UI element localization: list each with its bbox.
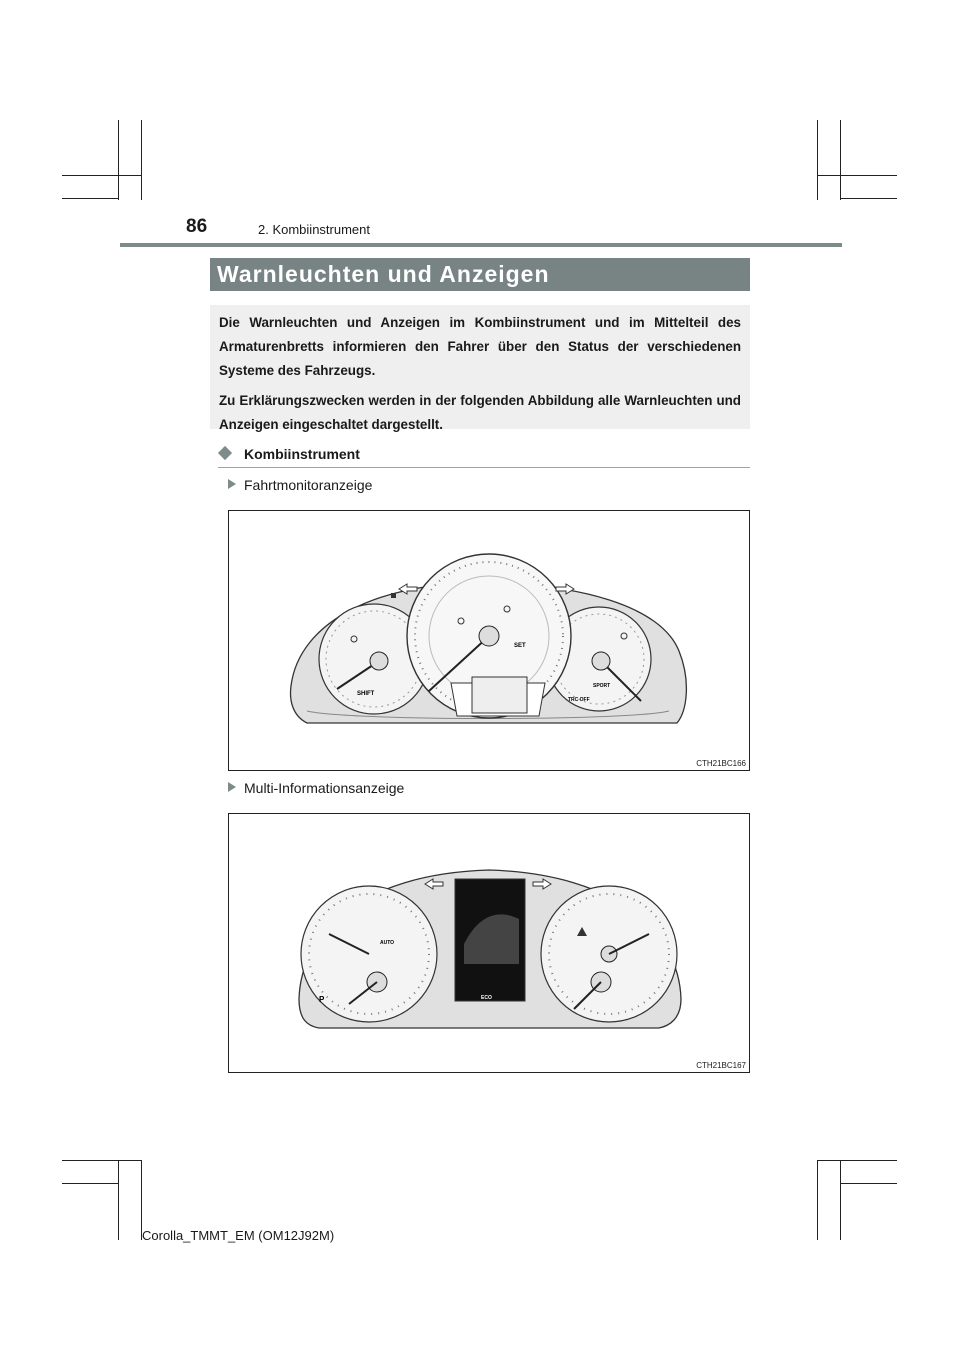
- eco-label: ECO: [481, 995, 492, 1001]
- diamond-icon: [218, 446, 232, 460]
- crop-mark: [141, 120, 142, 200]
- subsection-2: [228, 780, 404, 796]
- intro-box: [210, 305, 750, 432]
- figure-code: CTH21BC167: [696, 1061, 746, 1070]
- crop-mark: [118, 1160, 119, 1240]
- crop-mark: [840, 120, 841, 200]
- crop-mark: [840, 1160, 841, 1240]
- crop-mark: [62, 198, 118, 199]
- crop-mark: [840, 1183, 897, 1184]
- p-label: P: [319, 995, 325, 1004]
- section-label: Kombiinstrument: [244, 446, 360, 462]
- crop-mark: [118, 120, 119, 200]
- crop-mark: [817, 120, 818, 200]
- triangle-arrow-icon: [228, 782, 236, 792]
- page-title: Warnleuchten und Anzeigen: [210, 258, 750, 291]
- figure-cluster-multi-info: [228, 813, 750, 1073]
- crop-mark: [62, 1183, 118, 1184]
- chapter-title: 2. Kombiinstrument: [258, 222, 370, 237]
- crop-mark: [62, 1160, 142, 1161]
- shift-label: SHIFT: [357, 691, 375, 697]
- intro-paragraph-1: Die Warnleuchten und Anzeigen im Kombiinstrument und im Mittelteil des Armaturenbretts informieren den Fahrer über den Status der verschiedenen Systeme des Fahrzeugs.: [219, 315, 741, 378]
- page-number: 86: [186, 216, 208, 237]
- crop-mark: [817, 175, 897, 176]
- triangle-arrow-icon: [228, 479, 236, 489]
- trc-off-label: TRC OFF: [568, 697, 590, 703]
- crop-mark: [817, 1160, 818, 1240]
- auto-label: AUTO: [380, 940, 395, 946]
- crop-mark: [840, 198, 897, 199]
- intro-paragraph-2: Zu Erklärungszwecken werden in der folgenden Abbildung alle Warnleuchten und Anzeigen eingeschaltet dargestellt.: [219, 393, 741, 432]
- header-rule: [120, 243, 842, 247]
- section-heading: [218, 444, 750, 468]
- footer-text: Corolla_TMMT_EM (OM12J92M): [142, 1228, 335, 1243]
- sport-label: SPORT: [593, 683, 611, 689]
- cluster-illustration-2: [229, 814, 749, 1072]
- figure-cluster-drive-monitor: [228, 510, 750, 771]
- subsection-1-label: Fahrtmonitoranzeige: [244, 477, 373, 493]
- set-label: SET: [514, 643, 526, 649]
- crop-mark: [62, 175, 142, 176]
- figure-code: CTH21BC166: [696, 759, 746, 768]
- subsection-1: [228, 477, 372, 493]
- crop-mark: [817, 1160, 897, 1161]
- subsection-2-label: Multi-Informationsanzeige: [244, 780, 405, 796]
- cluster-illustration-1: [229, 511, 749, 770]
